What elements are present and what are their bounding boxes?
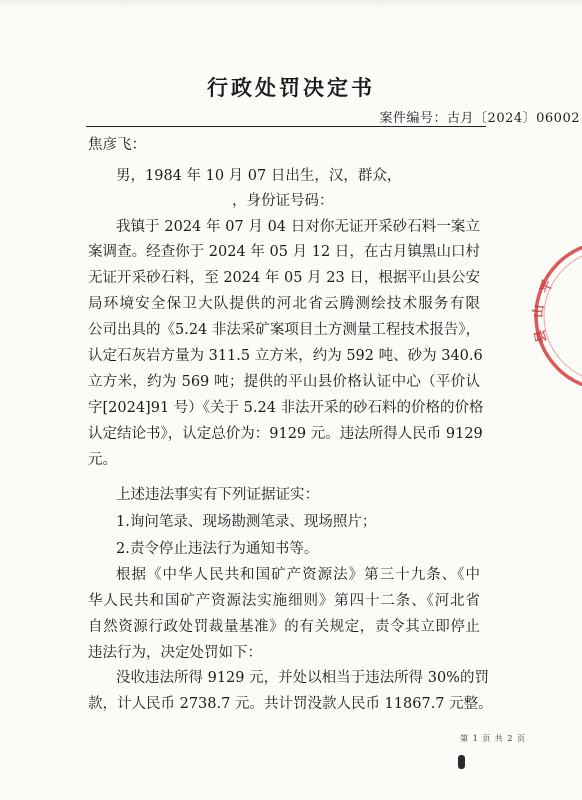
body-line: 元。 bbox=[88, 452, 117, 468]
body-line: 没收违法所得 9129 元，并处以相当于违法所得 30%的罚 bbox=[116, 670, 489, 686]
scan-edge bbox=[0, 0, 582, 8]
document-title: 行政处罚决定书 bbox=[207, 75, 375, 100]
body-line: ，身份证号码： bbox=[232, 193, 334, 209]
official-seal-fragment bbox=[528, 236, 582, 396]
body-line: 2.责令停止违法行为通知书等。 bbox=[116, 541, 319, 557]
body-line: 1.询问笔录、现场勘测笔录、现场照片； bbox=[116, 514, 377, 530]
header-rule bbox=[86, 126, 486, 127]
case-number: 案件编号：古月〔2024〕06002 bbox=[379, 111, 580, 126]
svg-text:县: 县 bbox=[532, 328, 550, 344]
body-line: 案调查。经查你于 2024 年 05 月 12 日，在古月镇黑山口村 bbox=[88, 244, 480, 260]
svg-text:山: 山 bbox=[531, 304, 548, 319]
body-line: 款，计人民币 2738.7 元。共计罚没款人民币 11867.7 元整。 bbox=[88, 696, 493, 712]
scan-mark bbox=[458, 755, 465, 769]
body-line: 字[2024]91 号）《关于 5.24 非法开采的砂石料的价格的价格 bbox=[88, 400, 484, 416]
body-line: 男，1984 年 10 月 07 日出生，汉，群众， bbox=[116, 168, 402, 184]
body-line: 认定结论书》，认定总价为：9129 元。违法所得人民币 9129 bbox=[88, 426, 483, 442]
body-line: 无证开采砂石料，至 2024 年 05 月 23 日，根据平山县公安 bbox=[88, 270, 480, 286]
body-line: 公司出具的《5.24 非法采矿案项目土方测量工程技术报告》， bbox=[88, 322, 481, 338]
page-number: 第 1 页 共 2 页 bbox=[460, 734, 526, 743]
body-line: 局环境安全保卫大队提供的河北省云腾测绘技术服务有限 bbox=[88, 296, 480, 312]
body-line: 自然资源行政处罚裁量基准》的有关规定，责令其立即停止 bbox=[88, 619, 480, 635]
body-line: 我镇于 2024 年 07 月 04 日对你无证开采砂石料一案立 bbox=[116, 219, 480, 235]
body-line: 上述违法事实有下列证据证实： bbox=[116, 487, 319, 503]
addressee: 焦彦飞： bbox=[88, 137, 146, 153]
body-line: 立方米，约为 569 吨；提供的平山县价格认证中心（平价认 bbox=[88, 374, 480, 390]
body-line: 根据《中华人民共和国矿产资源法》第三十九条、《中 bbox=[116, 567, 480, 583]
body-line: 认定石灰岩方量为 311.5 立方米，约为 592 吨、砂为 340.6 bbox=[88, 348, 483, 364]
body-line: 违法行为，决定处罚如下： bbox=[88, 645, 262, 661]
svg-text:平: 平 bbox=[537, 278, 557, 296]
body-line: 华人民共和国矿产资源法实施细则》第四十二条、《河北省 bbox=[88, 593, 480, 609]
